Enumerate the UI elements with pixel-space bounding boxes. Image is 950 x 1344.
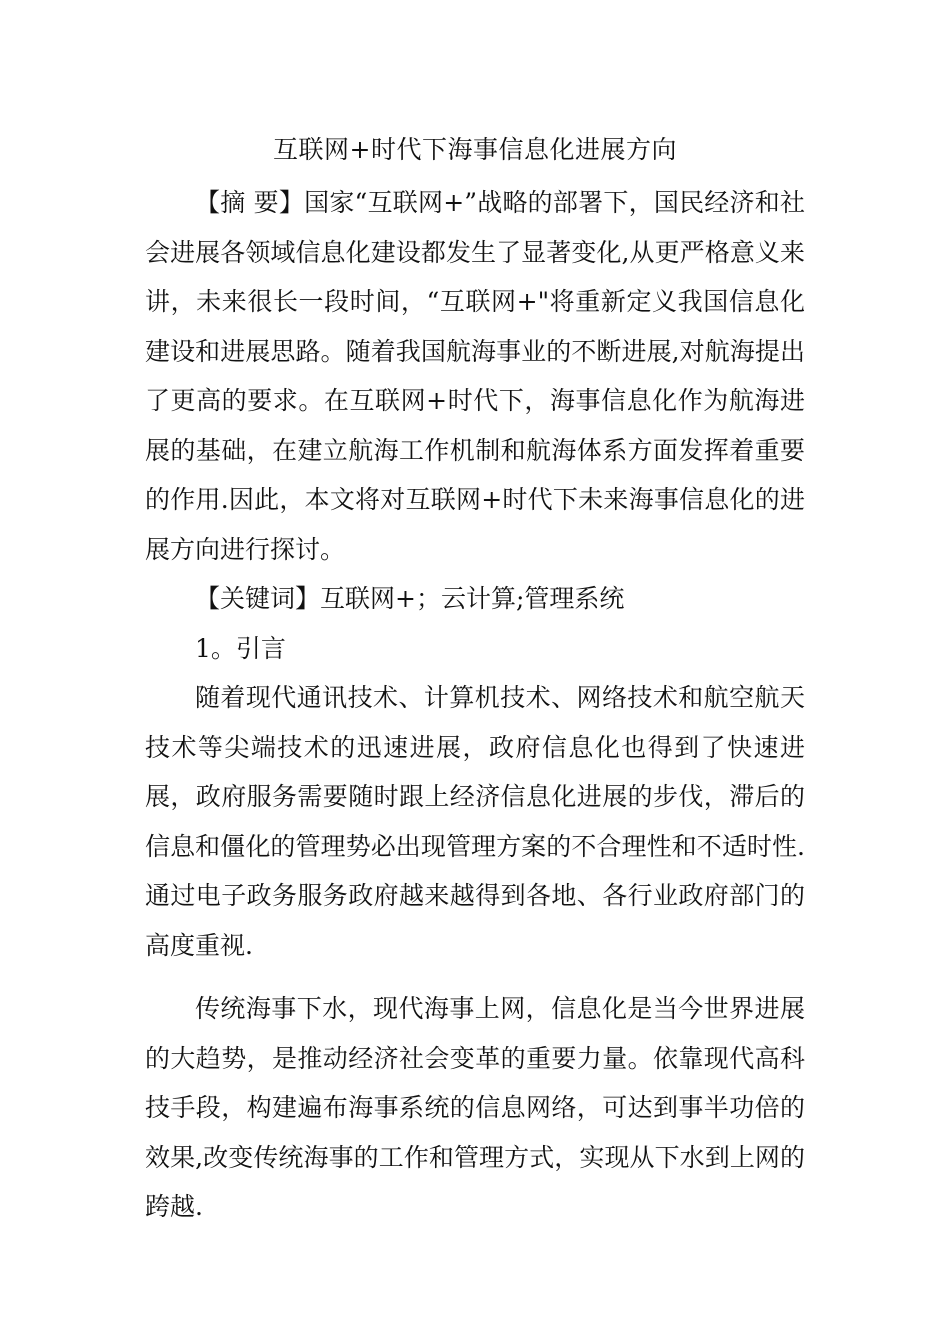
body-paragraph-2: 传统海事下水，现代海事上网，信息化是当今世界进展的大趋势，是推动经济社会变革的重要力量。依靠现代高科技手段，构建遍布海事系统的信息网络，可达到事半功倍的效果,改变传统海事的工作和管理方式，实现从下水到上网的跨越. (145, 994, 805, 1221)
keywords-line: 【关键词】互联网+；云计算;管理系统 (195, 584, 625, 613)
body-paragraph-1: 随着现代通讯技术、计算机技术、网络技术和航空航天技术等尖端技术的迅速进展，政府信息化也得到了快速进展，政府服务需要随时跟上经济信息化进展的步伐，滞后的信息和僵化的管理势必出现管理方案的不合理性和不适时性.通过电子政务服务政府越来越得到各地、各行业政府部门的高度重视. (145, 683, 805, 960)
abstract-paragraph: 【摘 要】国家“互联网+”战略的部署下，国民经济和社会进展各领域信息化建设都发生了显著变化,从更严格意义来讲，未来很长一段时间，“互联网+"将重新定义我国信息化建设和进展思路。随着我国航海事业的不断进展,对航海提出了更高的要求。在互联网+时代下，海事信息化作为航海进展的基础，在建立航海工作机制和航海体系方面发挥着重要的作用.因此，本文将对互联网+时代下未来海事信息化的进展方向进行探讨。 (145, 188, 805, 564)
document-page (145, 128, 805, 1232)
paragraph-gap (145, 970, 805, 984)
section-heading-introduction: 1。引言 (195, 633, 286, 663)
document-title: 互联网+时代下海事信息化进展方向 (273, 135, 677, 164)
